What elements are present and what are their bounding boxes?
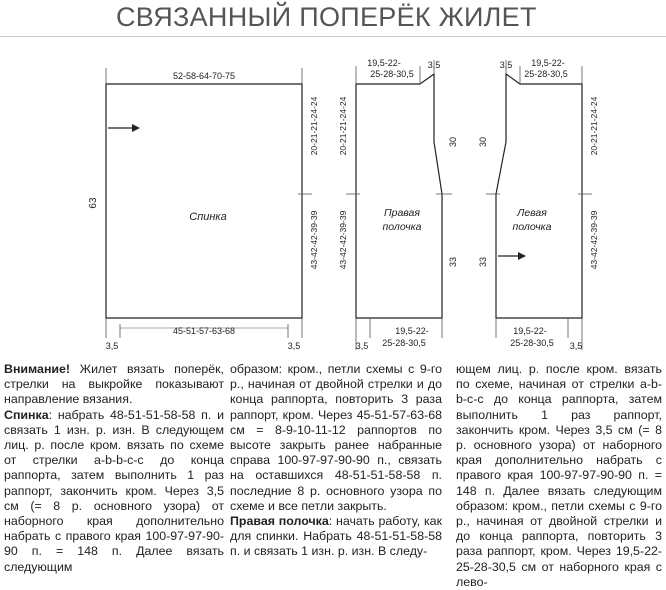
left-front-top-width-1: 19,5-22- xyxy=(531,58,565,68)
right-front-section-label: Правая полочка xyxy=(230,514,329,529)
left-front-label-1: Левая xyxy=(517,207,547,219)
back-outline xyxy=(106,84,302,318)
left-front-front-upper: 30 xyxy=(478,136,488,148)
left-front-front-lower: 33 xyxy=(478,256,488,268)
right-front-outline xyxy=(356,74,442,318)
left-front-bottom-right: 3,5 xyxy=(569,341,583,351)
left-front-top-width-2: 25-28-30,5 xyxy=(524,69,568,79)
right-front-bottom-width-1: 19,5-22- xyxy=(395,326,429,336)
left-front-bottom-width-1: 19,5-22- xyxy=(513,326,547,336)
back-section-label: Спинка xyxy=(4,407,49,422)
left-front-direction-arrow-icon xyxy=(518,252,526,260)
instructions-column-3 xyxy=(456,362,662,589)
right-front-piece xyxy=(338,58,458,351)
page-title: СВЯЗАННЫЙ ПОПЕРЁК ЖИЛЕТ xyxy=(116,2,537,32)
back-side-lower: 43-42-42-39-39 xyxy=(309,210,319,270)
warning-text: Жилет вязать поперёк, стрелки на выкройке показывают направление вязания. xyxy=(4,362,224,407)
right-front-side-upper: 20-21-21-24-24 xyxy=(338,96,348,156)
left-front-bottom-width-2: 25-28-30,5 xyxy=(510,338,554,348)
right-front-section-text: : начать работу, как для спинки. Набрать 48-51-51-58-58 п. и связать 1 изн. р. изн. В следу- xyxy=(230,514,442,559)
right-front-front-lower: 33 xyxy=(448,256,458,268)
right-front-top-width-1: 19,5-22- xyxy=(367,58,401,68)
left-front-side-lower: 43-42-42-39-39 xyxy=(589,210,599,270)
back-bottom-width: 45-51-57-63-68 xyxy=(172,326,236,336)
back-section-continued: образом: кром., петли схемы с 9-го р., начиная от двойной стрелки и до конца раппорта, повторить 3 раза раппорт, кром. Через 45-51-57-63-68 см = 8-9-10-11-12 раппортов по высоте закрыть ранее набранные справа 100-97-97-90-90 п., связать на оставшихся 48-51-51-58-58 п. последние 8 р. основного узора по схеме и все петли закрыть. xyxy=(230,362,442,513)
back-height: 63 xyxy=(88,197,99,209)
warning-label: Внимание! xyxy=(4,362,71,376)
right-front-label-1: Правая xyxy=(384,207,420,219)
right-front-front-upper: 30 xyxy=(448,136,458,148)
left-front-label-2: полочка xyxy=(512,221,552,233)
back-label: Спинка xyxy=(189,211,227,223)
left-front-piece xyxy=(478,58,599,351)
right-front-side-lower: 43-42-42-39-39 xyxy=(338,210,348,270)
back-side-upper: 20-21-21-24-24 xyxy=(309,96,319,156)
back-right-hem: 3,5 xyxy=(287,341,301,351)
left-front-top-left: 3,5 xyxy=(499,60,513,70)
right-front-section-continued: ющем лиц. р. после кром. вязать по схеме, начиная от стрелки a-b-b-c-c до конца раппорта, затем выполнить 1 раз раппорт, закончить кром. Через 3,5 см (= 8 р. основного узора) от наборного края дополнительно набрать с правого края 100-97-97-90-90 п. = 148 п. Далее вязать следующим образом: кром., петли схемы с 9-го р., начиная от двойной стрелки и до конца раппорта, повторить 3 раза раппорт, кром. Через 19,5-22-25-28-30,5 см от наборного края с лево- xyxy=(456,362,662,589)
instructions-column-2 xyxy=(230,362,442,559)
instructions-column-1 xyxy=(4,362,224,574)
right-front-bottom-width-2: 25-28-30,5 xyxy=(382,338,426,348)
back-section-text: : набрать 48-51-51-58-58 п. и связать 1 изн. р. изн. В следующем лиц. р. после кром. вязать по схеме от стрелки a-b-b-c-c до конца раппорта, затем выполнить 1 раз раппорт, закончить кром. Через 3,5 см (= 8 р. основного узора) от наборного края дополнительно набрать с правого края 100-97-97-90-90 п. = 148 п. Далее вязать следующим xyxy=(4,407,224,574)
left-front-side-upper: 20-21-21-24-24 xyxy=(589,96,599,156)
back-left-hem: 3,5 xyxy=(105,341,119,351)
back-top-width: 52-58-64-70-75 xyxy=(172,71,236,81)
right-front-top-width-2: 25-28-30,5 xyxy=(370,69,414,79)
right-front-bottom-left: 3,5 xyxy=(355,341,369,351)
left-front-outline xyxy=(496,74,582,318)
back-piece xyxy=(88,68,319,351)
right-front-label-2: полочка xyxy=(382,221,422,233)
right-front-top-right: 3,5 xyxy=(427,60,441,70)
back-direction-arrow-icon xyxy=(132,124,140,132)
